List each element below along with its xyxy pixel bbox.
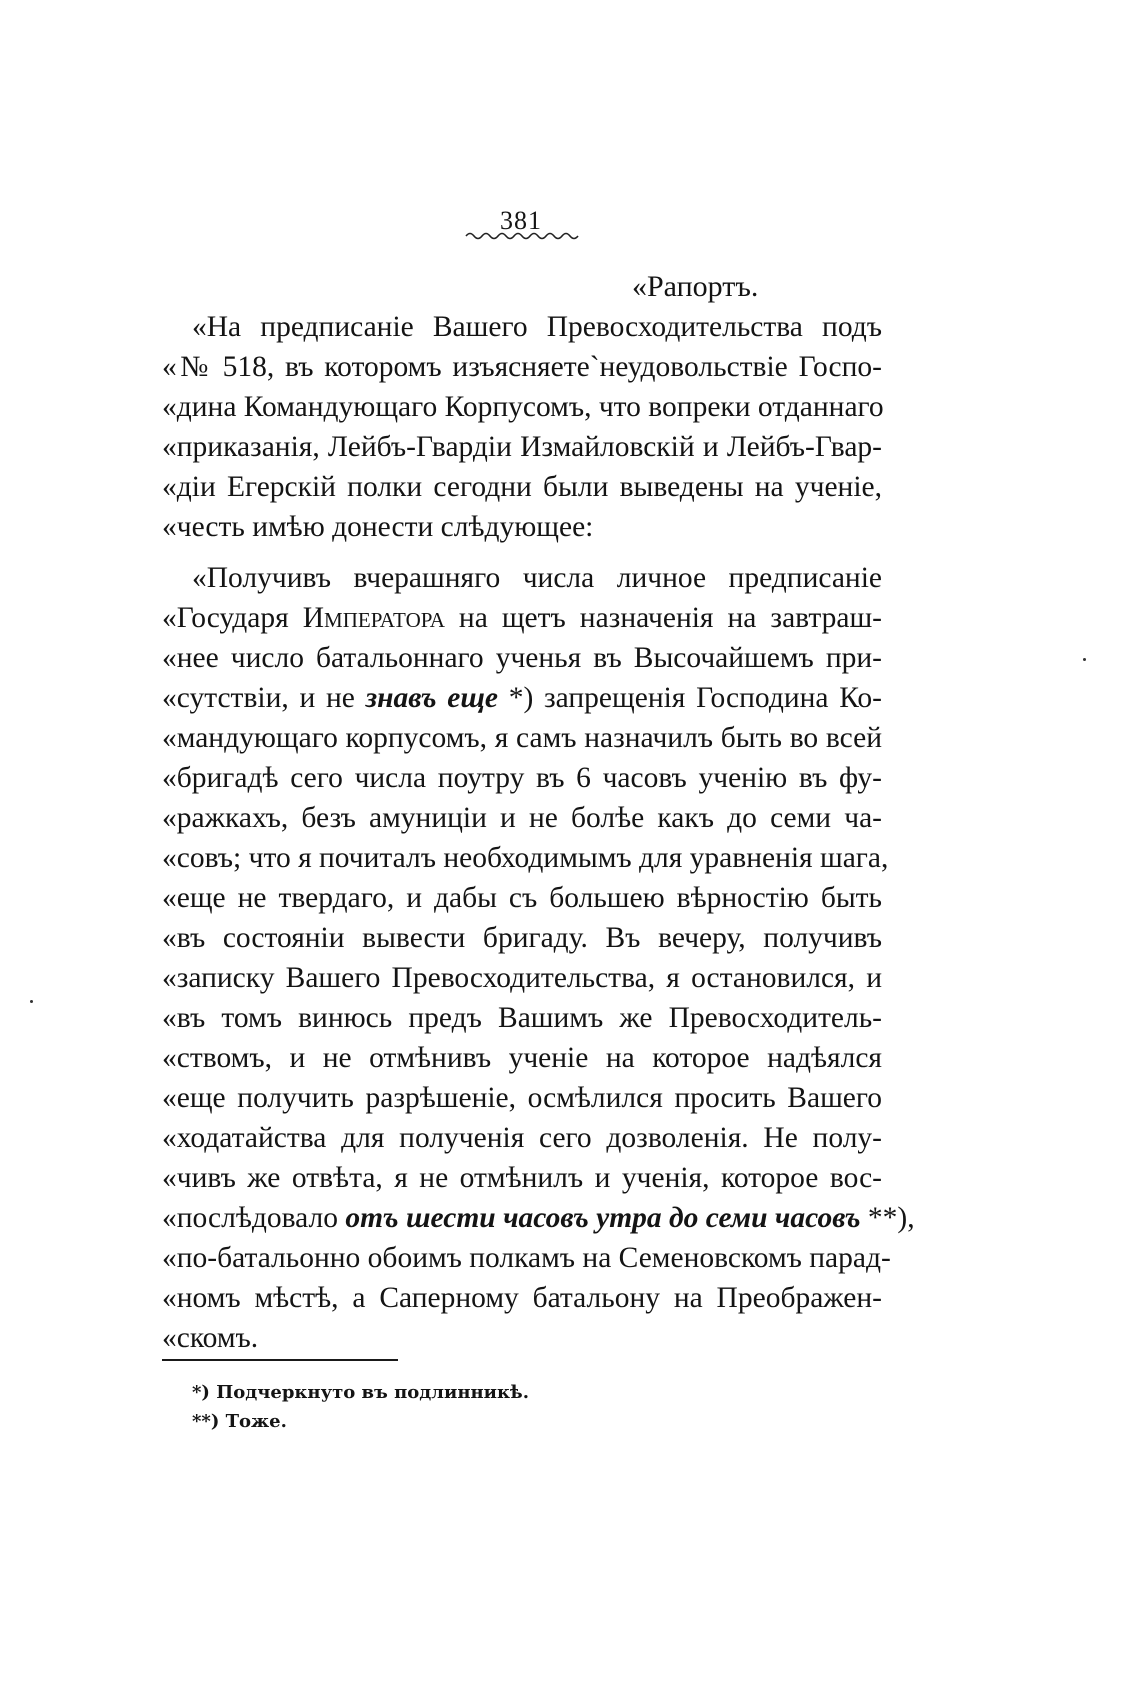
- text-run: «послѣдовало: [162, 1202, 346, 1234]
- paragraph-1-line: «приказанія, Лейбъ-Гвардіи Измайловскій и Лейбъ-Гвар-: [162, 431, 882, 463]
- paragraph-2-line: «по-батальонно обоимъ полкамъ на Семеновскомъ парад-: [162, 1242, 891, 1274]
- footnote-1: *) Подчеркнуто въ подлинникѣ.: [192, 1382, 529, 1403]
- paragraph-2-line: «ражкахъ, безъ амуниціи и не болѣе какъ до семи ча-: [162, 802, 882, 834]
- emperor-smallcaps: Императора: [302, 602, 445, 634]
- paragraph-2-line: «чивъ же отвѣта, я не отмѣнилъ и ученія, которое вос-: [162, 1162, 882, 1194]
- paragraph-1-line: «дина Командующаго Корпусомъ, что вопреки отданнаго: [162, 391, 884, 423]
- scan-speck: [30, 1000, 33, 1003]
- emphasis-italic: отъ шести часовъ утра до семи часовъ: [345, 1202, 861, 1234]
- paragraph-2-line: «Получивъ вчерашняго числа личное предписаніе: [192, 562, 882, 594]
- footnotes: [192, 1378, 892, 1436]
- paragraph-gap: [162, 547, 882, 558]
- footnote-divider: [162, 1359, 398, 1361]
- scan-speck: [1083, 658, 1086, 661]
- paragraph-2-line: «бригадѣ сего числа поутру въ 6 часовъ ученію въ фу-: [162, 762, 882, 794]
- paragraph-2-line: «записку Вашего Превосходительства, я остановился, и: [162, 962, 882, 994]
- paragraph-2-line: «еще не твердаго, и дабы съ большею вѣрностію быть: [162, 882, 882, 914]
- paragraph-2-line: [162, 1198, 915, 1238]
- document-body: [162, 307, 915, 1358]
- page-number: 381: [500, 206, 542, 235]
- paragraph-2-line: «ствомъ, и не отмѣнивъ ученіе на которое надѣялся: [162, 1042, 882, 1074]
- text-run: «сутствіи, и не: [162, 682, 366, 714]
- paragraph-2-line: «номъ мѣстѣ, а Саперному батальону на Преображен-: [162, 1282, 882, 1314]
- document-heading: «Рапортъ.: [632, 270, 759, 303]
- paragraph-1-line: «№ 518, въ которомъ изъясняете`неудовольствіе Госпо-: [162, 351, 882, 383]
- text-run: на щетъ назначенія на завтраш-: [444, 602, 882, 634]
- text-run: *) запрещенія Господина Ко-: [498, 682, 882, 714]
- text-run: «Государя: [162, 602, 303, 634]
- paragraph-2-line: «ходатайства для полученія сего дозволенія. Не полу-: [162, 1122, 882, 1154]
- paragraph-1-line: «честь имѣю донести слѣдующее:: [162, 511, 594, 543]
- paragraph-2-line: «совъ; что я почиталъ необходимымъ для уравненія шага,: [162, 842, 889, 874]
- paragraph-2-line: «еще получить разрѣшеніе, осмѣлился просить Вашего: [162, 1082, 882, 1114]
- footnote-2: **) Тоже.: [192, 1411, 287, 1432]
- paragraph-2-line: «скомъ.: [162, 1322, 259, 1354]
- paragraph-2-line: «въ состояніи вывести бригаду. Въ вечеру, получивъ: [162, 922, 882, 954]
- paragraph-1-line: «На предписаніе Вашего Превосходительства подъ: [192, 311, 882, 343]
- paragraph-2-line: «нее число батальоннаго ученья въ Высочайшемъ при-: [162, 642, 882, 674]
- paragraph-2-line: «мандующаго корпусомъ, я самъ назначилъ быть во всей: [162, 722, 882, 754]
- emphasis-italic: знавъ еще: [365, 682, 499, 714]
- paragraph-2-line: [162, 598, 882, 638]
- paragraph-2-line: [162, 678, 882, 718]
- paragraph-2-line: «въ томъ винюсь предъ Вашимъ же Превосходитель-: [162, 1002, 882, 1034]
- text-run: **),: [860, 1202, 915, 1234]
- paragraph-1-line: «діи Егерскій полки сегодни были выведены на ученіе,: [162, 471, 882, 503]
- page-number-ornament: [464, 228, 584, 242]
